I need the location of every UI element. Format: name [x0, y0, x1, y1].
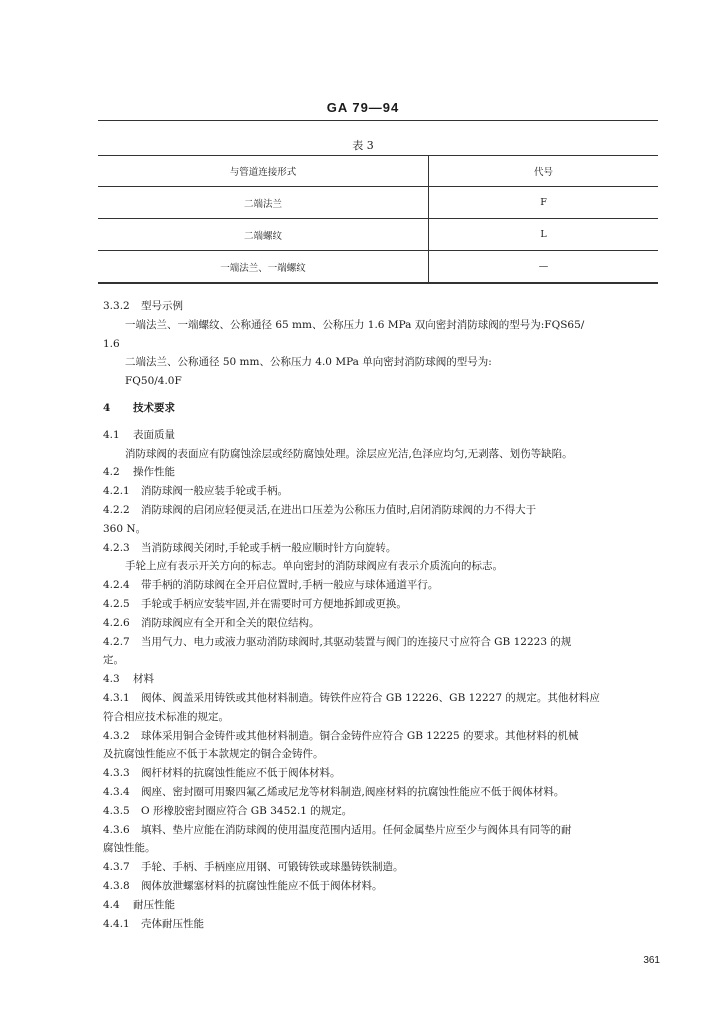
section-number: 4.3.1: [103, 691, 130, 704]
section-number: 3.3.2: [103, 300, 130, 312]
clause-text: 当用气力、电力或液力驱动消防球阀时,其驱动装置与阀门的连接尺寸应符合 GB 12223 的规: [141, 635, 572, 648]
section-number: 4.2.1: [103, 485, 130, 498]
section-4-1-heading: [103, 426, 663, 445]
clause-text: 阀杆材料的抗腐蚀性能应不低于阀体材料。: [141, 767, 341, 780]
section-number: 4.2.3: [103, 541, 130, 554]
table-row: [98, 219, 658, 251]
section-title: 耐压性能: [133, 898, 175, 911]
clause-4-3-8: [103, 877, 663, 896]
clause-4-3-4: [103, 783, 663, 802]
section-title: 材料: [133, 673, 154, 686]
section-number: 4.2.5: [103, 597, 130, 610]
clause-continuation: 定。: [103, 654, 124, 667]
section-number: 4.3.2: [103, 729, 130, 742]
table-cell: —: [429, 251, 659, 284]
section-number: 4.2: [103, 466, 120, 479]
clause-text: 球体采用铜合金铸件或其他材料制造。铜合金铸件应符合 GB 12225 的要求。其他材料的机械: [141, 729, 579, 742]
clause-text: 手轮、手柄、手柄座应用钢、可锻铸铁或球墨铸铁制造。: [141, 861, 404, 874]
clause-text: 填料、垫片应能在消防球阀的使用温度范围内适用。任何金属垫片应至少与阀体具有同等的耐: [141, 823, 572, 836]
clause-text: O 形橡胶密封圈应符合 GB 3452.1 的规定。: [141, 804, 353, 817]
clause-text: 阀体放泄螺塞材料的抗腐蚀性能应不低于阀体材料。: [141, 879, 383, 892]
clause-4-3-3: [103, 764, 663, 783]
clause-4-3-5: [103, 802, 663, 821]
example-line: 一端法兰、一端螺纹、公称通径 65 mm、公称压力 1.6 MPa 双向密封消防球阀的型号为:FQS65/: [125, 318, 585, 331]
clause-4-2-5: [103, 595, 663, 614]
section-number: 4.2.4: [103, 579, 130, 592]
section-4-3-heading: [103, 670, 663, 689]
clause-4-3-6: [103, 821, 663, 840]
section-number: 4.3.7: [103, 861, 130, 874]
clause-4-2-6: [103, 614, 663, 633]
section-4-2-heading: [103, 463, 663, 482]
section-number: 4.4.1: [103, 917, 130, 930]
section-title: 操作性能: [133, 466, 175, 479]
table-cell: 一端法兰、一端螺纹: [98, 251, 429, 284]
clause-4-3-7: [103, 858, 663, 877]
column-header-connection: 与管道连接形式: [98, 156, 429, 187]
section-number: 4.3: [103, 673, 120, 686]
clause-4-3-1: [103, 689, 663, 708]
section-number: 4.3.5: [103, 804, 130, 817]
section-title: 技术要求: [133, 401, 175, 414]
example-line: 1.6: [103, 337, 120, 350]
section-number: 4.2.7: [103, 635, 130, 648]
clause-continuation: 及抗腐蚀性能应不低于本款规定的铜合金铸件。: [103, 748, 324, 761]
clause-4-2-4: [103, 576, 663, 595]
clause-continuation: 腐蚀性能。: [103, 842, 156, 855]
section-number: 4.3.3: [103, 767, 130, 780]
clause-text: 阀体、阀盖采用铸铁或其他材料制造。铸铁件应符合 GB 12226、GB 12227 的规定。其他材料应: [141, 691, 600, 704]
paragraph: 消防球阀的表面应有防腐蚀涂层或经防腐蚀处理。涂层应光洁,色泽应均匀,无剥落、划伤等缺陷。: [125, 447, 573, 460]
table-header-row: [98, 156, 658, 187]
example-line: FQ50/4.0F: [125, 375, 182, 388]
table-cell: L: [429, 219, 659, 251]
clause-text: 壳体耐压性能: [141, 917, 204, 930]
clause-text: 消防球阀的启闭应轻便灵活,在进出口压差为公称压力值时,启闭消防球阀的力不得大于: [141, 503, 537, 516]
section-number: 4.2.6: [103, 616, 130, 629]
header-rule: [98, 120, 658, 121]
clause-text: 当消防球阀关闭时,手轮或手柄一般应顺时针方向旋转。: [141, 541, 397, 554]
clause-continuation: 符合相应技术标准的规定。: [103, 710, 229, 723]
clause-text: 手轮或手柄应安装牢固,并在需要时可方便地拆卸或更换。: [141, 597, 407, 610]
table-cell: F: [429, 187, 659, 219]
section-number: 4.4: [103, 898, 120, 911]
section-number: 4.3.6: [103, 823, 130, 836]
page-number: 361: [643, 955, 660, 966]
clause-text: 阀座、密封圈可用聚四氟乙烯或尼龙等材料制造,阀座材料的抗腐蚀性能应不低于阀体材料。: [141, 785, 565, 798]
clause-text: 带手柄的消防球阀在全开启位置时,手柄一般应与球体通道平行。: [141, 579, 439, 592]
clause-4-2-3: [103, 539, 663, 558]
section-3-3-2-heading: [103, 297, 663, 316]
clause-4-4-1: [103, 915, 663, 934]
clause-4-2-1: [103, 482, 663, 501]
section-4-heading: [103, 399, 663, 418]
section-4-4-heading: [103, 896, 663, 915]
clause-4-2-2: [103, 501, 663, 520]
section-number: 4.3.4: [103, 785, 130, 798]
clause-text: 消防球阀应有全开和全关的限位结构。: [141, 616, 320, 629]
clause-continuation: 360 N。: [103, 522, 147, 535]
paragraph: 手轮上应有表示开关方向的标志。单向密封的消防球阀应有表示介质流向的标志。: [125, 560, 503, 573]
section-number: 4.2.2: [103, 503, 130, 516]
section-title: 型号示例: [141, 300, 183, 312]
column-header-code: 代号: [429, 156, 659, 187]
section-number: 4.3.8: [103, 879, 130, 892]
table-row: [98, 251, 658, 284]
table-title: 表 3: [352, 139, 374, 152]
clause-4-2-7: [103, 633, 663, 652]
standard-header: GA 79—94: [326, 100, 400, 115]
section-title: 表面质量: [133, 428, 175, 441]
clause-text: 消防球阀一般应装手轮或手柄。: [141, 485, 288, 498]
example-line: 二端法兰、公称通径 50 mm、公称压力 4.0 MPa 单向密封消防球阀的型号为:: [125, 356, 492, 369]
table-cell: 二端螺纹: [98, 219, 429, 251]
document-body: [103, 297, 663, 933]
section-number: 4.1: [103, 428, 120, 441]
connection-type-table: [98, 155, 658, 284]
table-cell: 二端法兰: [98, 187, 429, 219]
table-row: [98, 187, 658, 219]
section-number: 4: [103, 401, 111, 414]
clause-4-3-2: [103, 727, 663, 746]
